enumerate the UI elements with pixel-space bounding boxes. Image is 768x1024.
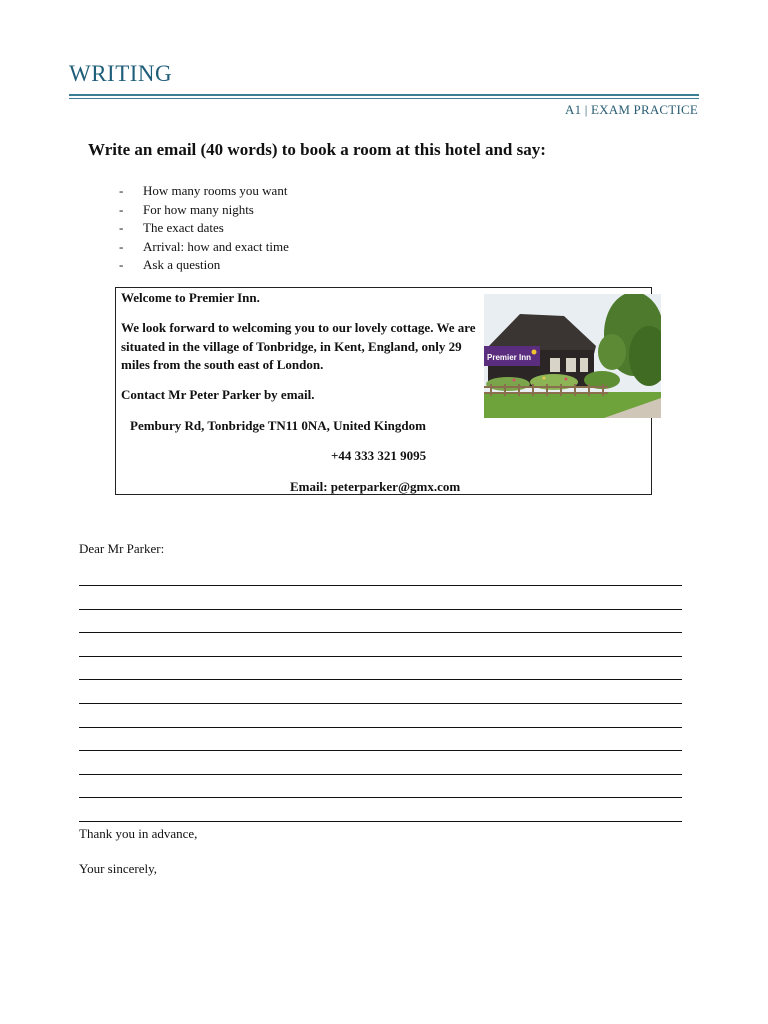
writing-line[interactable] — [79, 750, 682, 751]
hotel-address: Pembury Rd, Tonbridge TN11 0NA, United Kingdom — [130, 418, 426, 433]
hotel-photo — [484, 294, 661, 418]
list-item — [119, 201, 289, 220]
bullet-text: Arrival: how and exact time — [143, 238, 289, 254]
letter-salutation: Dear Mr Parker: — [79, 541, 165, 556]
list-item — [119, 182, 289, 201]
bullet-marker: - — [119, 238, 124, 254]
writing-line[interactable] — [79, 679, 682, 680]
writing-line[interactable] — [79, 632, 682, 633]
bullet-text: The exact dates — [143, 220, 224, 236]
header-rule-thin — [69, 98, 699, 99]
bullet-marker: - — [119, 183, 124, 198]
bullet-text: How many rooms you want — [143, 183, 288, 198]
exam-level-label: A1 | EXAM PRACTICE — [565, 102, 698, 117]
hotel-sign-text: Premier Inn — [487, 353, 532, 362]
writing-line[interactable] — [79, 797, 682, 798]
writing-line[interactable] — [79, 774, 682, 775]
bullet-marker: - — [119, 220, 124, 236]
writing-line[interactable] — [79, 821, 682, 822]
writing-lines — [79, 585, 682, 845]
hotel-email: Email: peterparker@gmx.com — [290, 479, 461, 494]
writing-line[interactable] — [79, 585, 682, 586]
list-item — [119, 256, 289, 275]
header-rule — [69, 94, 699, 96]
bullet-text: Ask a question — [143, 257, 221, 273]
list-item — [119, 219, 289, 238]
letter-closing: Thank you in advance, — [79, 826, 198, 841]
writing-line[interactable] — [79, 656, 682, 657]
page-title: WRITING — [69, 61, 173, 86]
list-item — [119, 238, 289, 257]
hotel-welcome: Welcome to Premier Inn. — [121, 290, 260, 305]
hotel-phone: +44 333 321 9095 — [331, 448, 427, 463]
writing-line[interactable] — [79, 727, 682, 728]
hotel-contact: Contact Mr Peter Parker by email. — [121, 387, 315, 402]
letter-signoff: Your sincerely, — [79, 861, 157, 876]
bullet-marker: - — [119, 257, 124, 273]
writing-line[interactable] — [79, 703, 682, 704]
writing-line[interactable] — [79, 609, 682, 610]
bullet-marker: - — [119, 201, 124, 217]
hotel-info-box — [115, 287, 652, 495]
task-bullet-list — [119, 182, 289, 275]
bullet-text: For how many nights — [143, 201, 254, 217]
hotel-intro: We look forward to welcoming you to our lovely cottage. We are situated in the village of Tonbridge, in Kent, England, only 29 miles from the south east of London. — [121, 320, 476, 372]
task-instruction: Write an email (40 words) to book a room at this hotel and say: — [88, 140, 546, 159]
